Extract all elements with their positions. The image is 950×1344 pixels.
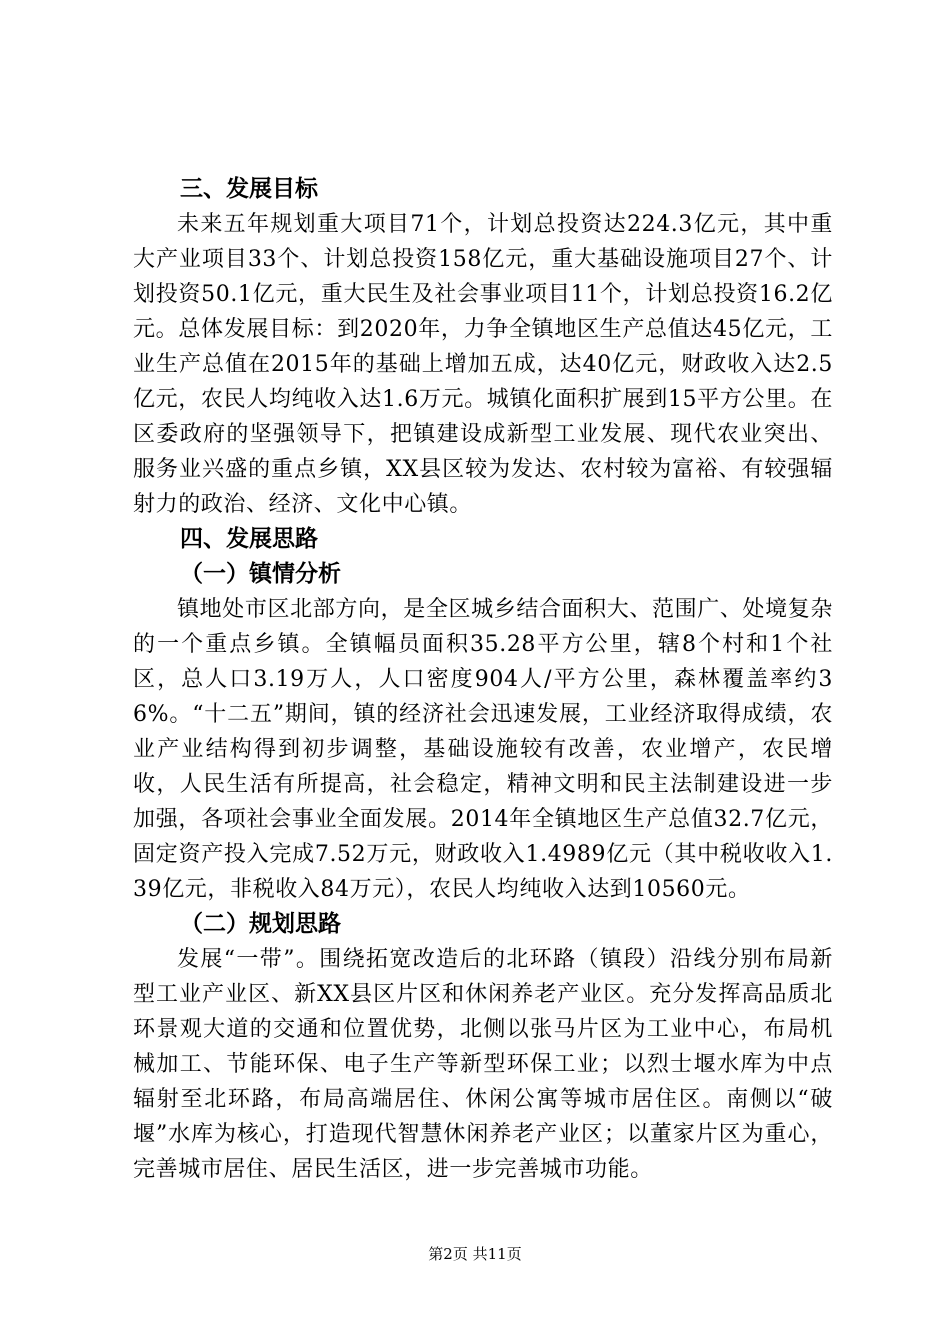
- section-heading-ideas: 四、发展思路: [180, 526, 318, 552]
- section-heading-goals: 三、发展目标: [180, 176, 318, 202]
- analysis-paragraph: 镇地处市区北部方向，是全区城乡结合面积大、范围广、处境复杂的一个重点乡镇。全镇幅员面积35.28平方公里，辖8个村和1个社区，总人口3.19万人，人口密度904人/平方公里，森林覆盖率约36%。“十二五”期间，镇的经济社会迅速发展，工业经济取得成绩，农业产业结构得到初步调整，基础设施较有改善，农业增产，农民增收，人民生活有所提高，社会稳定，精神文明和民主法制建设进一步加强，各项社会事业全面发展。2014年全镇地区生产总值32.7亿元，固定资产投入完成7.52万元，财政收入1.4989亿元（其中税收收入1.39亿元，非税收入84万元），农民人均纯收入达到10560元。: [133, 597, 833, 902]
- page-number-footer: 第2页 共11页: [428, 1245, 522, 1263]
- plan-paragraph: 发展“一带”。围绕拓宽改造后的北环路（镇段）沿线分别布局新型工业产业区、新XX县区片区和休闲养老产业区。充分发挥高品质北环景观大道的交通和位置优势，北侧以张马片区为工业中心，布局机械加工、节能环保、电子生产等新型环保工业；以烈士堰水库为中点辐射至北环路，布局高端居住、休闲公寓等城市居住区。南侧以“破堰”水库为核心，打造现代智慧休闲养老产业区；以董家片区为重心，完善城市居住、居民生活区，进一步完善城市功能。: [133, 947, 833, 1182]
- document-body: [133, 172, 833, 1187]
- subsection-heading-plan: （二）规划思路: [180, 911, 341, 937]
- subsection-heading-analysis: （一）镇情分析: [180, 561, 341, 587]
- goals-paragraph: 未来五年规划重大项目71个，计划总投资达224.3亿元，其中重大产业项目33个、计划总投资158亿元，重大基础设施项目27个、计划投资50.1亿元，重大民生及社会事业项目11个，计划总投资16.2亿元。总体发展目标：到2020年，力争全镇地区生产总值达45亿元，工业生产总值在2015年的基础上增加五成，达40亿元，财政收入达2.5亿元，农民人均纯收入达1.6万元。城镇化面积扩展到15平方公里。在区委政府的坚强领导下，把镇建设成新型工业发展、现代农业突出、服务业兴盛的重点乡镇，XX县区较为发达、农村较为富裕、有较强辐射力的政治、经济、文化中心镇。: [133, 212, 833, 517]
